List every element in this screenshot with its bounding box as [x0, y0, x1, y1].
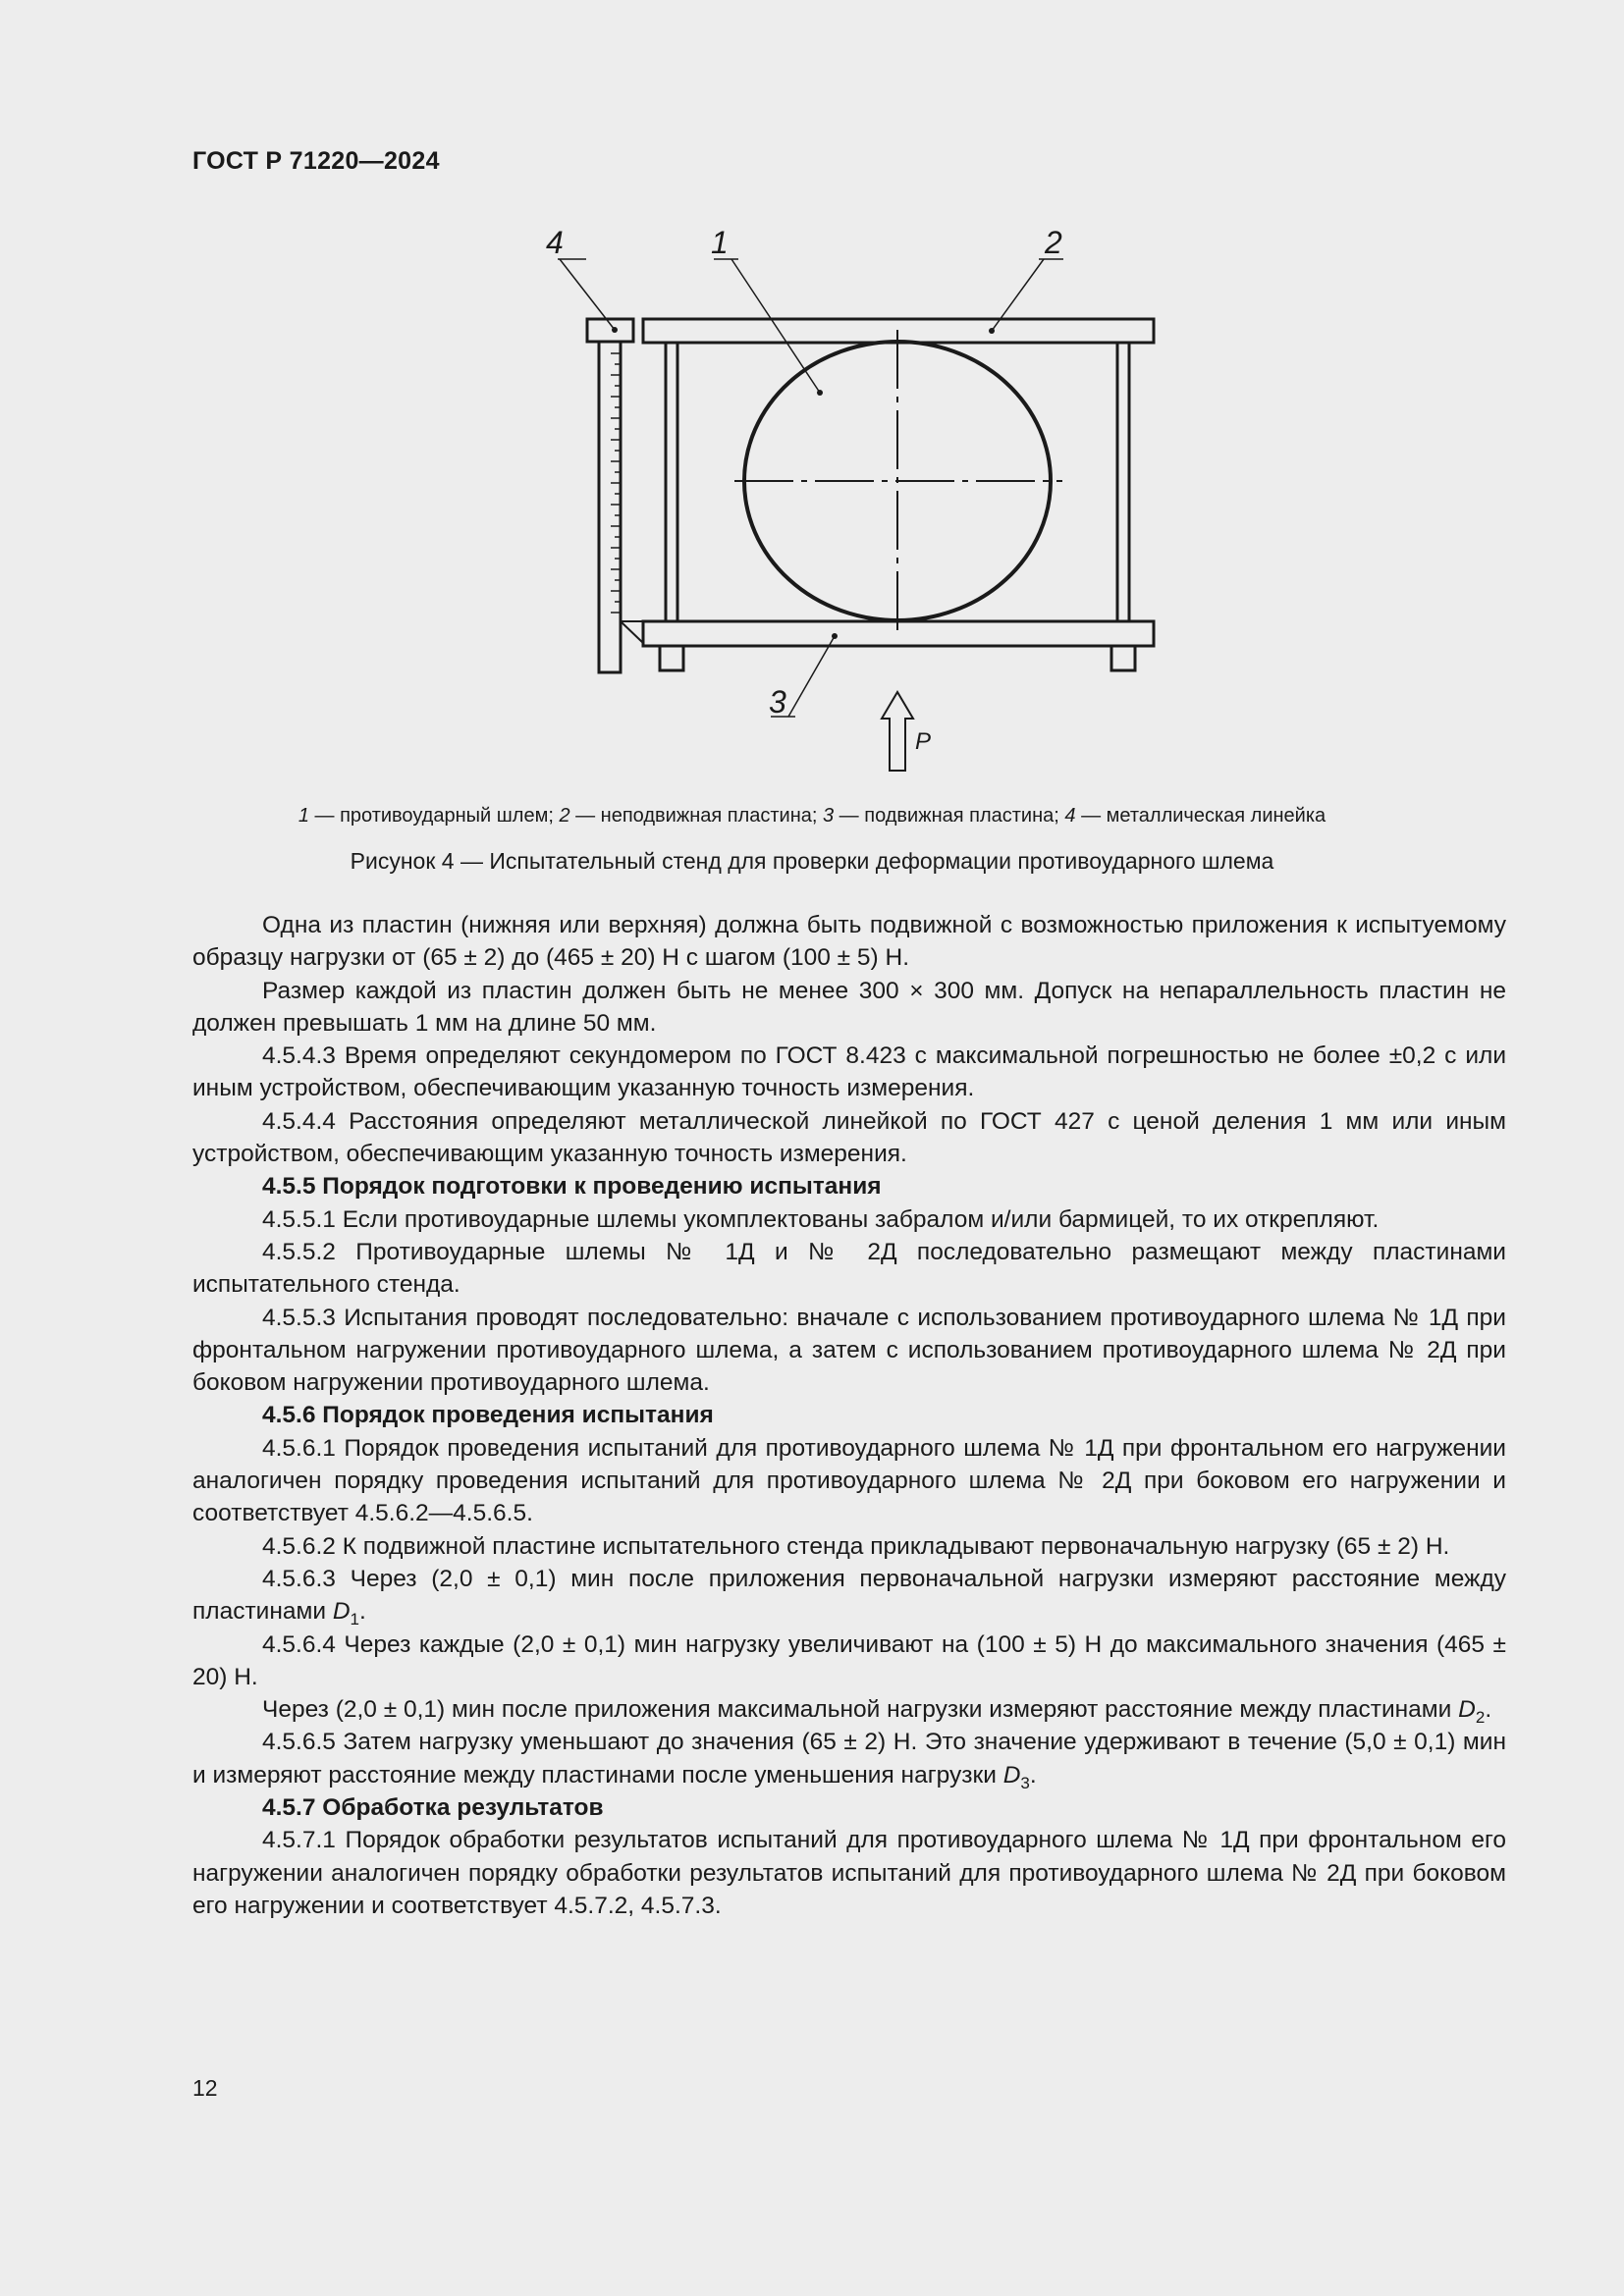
- right-post: [1117, 343, 1129, 621]
- paragraph: 4.5.6.3 Через (2,0 ± 0,1) мин после приложения первоначальной нагрузки измеряют расстояние между пластинами $D_1$.: [192, 1565, 1506, 1629]
- paragraph: 4.5.6.5 Затем нагрузку уменьшают до значения (65 ± 2) Н. Это значение удерживают в течение (5,0 ± 0,1) мин и измеряют расстояние между пластинами после уменьшения нагрузки $D_3$.: [192, 1729, 1506, 1792]
- paragraph: 4.5.7.1 Порядок обработки результатов испытаний для противоударного шлема № 1Д при фронтальном его нагружении аналогичен порядку обработки результатов испытаний для противоударного шлема № 2Д при боковом его нагружении и соответствует 4.5.7.2, 4.5.7.3.: [192, 1827, 1506, 1919]
- paragraph: 4.5.5.1 Если противоударные шлемы укомплектованы забралом и/или бармицей, то их открепляют.: [262, 1205, 1380, 1233]
- paragraph: Размер каждой из пластин должен быть не менее 300 × 300 мм. Допуск на непараллельность пластин не должен превышать 1 мм на длине 50 мм.: [192, 977, 1506, 1037]
- figure-caption: Рисунок 4 — Испытательный стенд для проверки деформации противоударного шлема: [350, 848, 1274, 874]
- left-foot: [660, 646, 683, 670]
- paragraph: Через (2,0 ± 0,1) мин после приложения максимальной нагрузки измеряют расстояние между пластинами $D_2$.: [262, 1696, 1492, 1728]
- callout-3: 3: [769, 684, 786, 720]
- paragraph: 4.5.6.4 Через каждые (2,0 ± 0,1) мин нагрузку увеличивают на (100 ± 5) Н до максимального значения (465 ± 20) Н.: [192, 1630, 1506, 1690]
- callout-4: 4: [546, 225, 564, 260]
- paragraph: 4.5.6.1 Порядок проведения испытаний для противоударного шлема № 1Д при фронтальном его нагружении аналогичен порядку проведения испытаний для противоударного шлема № 2Д при боковом его нагружении и соответствует 4.5.6.2—4.5.6.5.: [192, 1434, 1506, 1527]
- section-heading: 4.5.5 Порядок подготовки к проведению испытания: [262, 1173, 882, 1201]
- force-arrow: [882, 692, 913, 771]
- paragraph: 4.5.4.4 Расстояния определяют металлической линейкой по ГОСТ 427 с ценой деления 1 мм или иным устройством, обеспечивающим указанную точность измерения.: [192, 1107, 1506, 1168]
- right-foot: [1111, 646, 1135, 670]
- ruler-head: [587, 319, 633, 342]
- body-text: [192, 909, 1506, 1922]
- callout-1: 1: [711, 225, 729, 260]
- figure-legend: 1 — противоударный шлем; 2 — неподвижная пластина; 3 — подвижная пластина; 4 — металлическая линейка: [298, 805, 1326, 827]
- left-post: [666, 343, 677, 621]
- document-header: ГОСТ Р 71220—2024: [192, 147, 440, 175]
- test-stand-figure: [546, 221, 1178, 790]
- paragraph: Одна из пластин (нижняя или верхняя) должна быть подвижной с возможностью приложения к испытуемому образцу нагрузки от (65 ± 2) до (465 ± 20) Н с шагом (100 ± 5) Н.: [192, 912, 1506, 972]
- paragraph: 4.5.6.2 К подвижной пластине испытательного стенда прикладывают первоначальную нагрузку (65 ± 2) Н.: [262, 1532, 1450, 1560]
- force-label: P: [915, 728, 932, 755]
- paragraph: 4.5.4.3 Время определяют секундомером по ГОСТ 8.423 с максимальной погрешностью не более ±0,2 с или иным устройством, обеспечивающим указанную точность измерения.: [192, 1042, 1506, 1102]
- section-heading: 4.5.6 Порядок проведения испытания: [262, 1402, 714, 1429]
- paragraph: 4.5.5.2 Противоударные шлемы № 1Д и № 2Д последовательно размещают между пластинами испытательного стенда.: [192, 1238, 1506, 1299]
- section-heading: 4.5.7 Обработка результатов: [262, 1794, 604, 1822]
- page-number: 12: [192, 2075, 218, 2101]
- ruler-body: [599, 342, 621, 672]
- paragraph: 4.5.5.3 Испытания проводят последовательно: вначале с использованием противоударного шлема № 1Д при фронтальном нагружении противоударного шлема, а затем с использованием противоударного шлема № 2Д при боковом нагружении противоударного шлема.: [192, 1304, 1506, 1397]
- callout-2: 2: [1045, 225, 1062, 260]
